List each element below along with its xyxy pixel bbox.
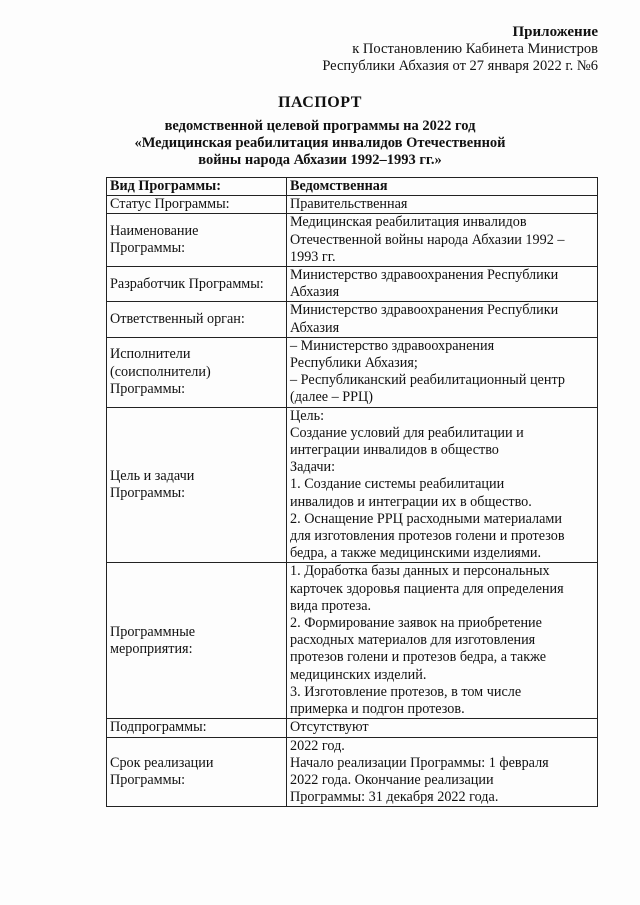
subtitle-line: ведомственной целевой программы на 2022 год <box>164 118 476 134</box>
row-value-line: вида протеза. <box>290 597 372 614</box>
row-value-line: Абхазия <box>290 319 340 336</box>
row-value-cell <box>287 302 598 337</box>
passport-title: ПАСПОРТ <box>278 94 362 111</box>
row-value-line: Абхазия <box>290 284 340 301</box>
row-value-line: 2. Оснащение РРЦ расходными материалами <box>290 510 563 527</box>
row-value-cell <box>287 214 598 267</box>
annex-block <box>322 24 598 75</box>
row-value-cell <box>287 407 598 563</box>
row-value-line: Программы: 31 декабря 2022 года. <box>290 789 499 806</box>
table-row <box>107 196 598 214</box>
table-row <box>107 407 598 563</box>
row-value-line: примерка и подгон протезов. <box>290 701 465 718</box>
row-value-line: 1993 гг. <box>290 248 336 265</box>
row-value-line: Отсутствуют <box>290 719 369 736</box>
row-value-line: инвалидов и интеграции их в общество. <box>290 493 532 510</box>
row-value-line: Отечественной войны народа Абхазии 1992 – <box>290 231 565 248</box>
row-label-line: Статус Программы: <box>110 196 230 213</box>
row-label-line: Программы: <box>110 485 186 502</box>
table-header-row <box>107 178 598 196</box>
row-label-line: Разработчик Программы: <box>110 275 264 292</box>
row-value-line: бедра, а также медицинскими изделиями. <box>290 545 542 562</box>
row-value-line: – Министерство здравоохранения <box>290 337 495 354</box>
row-value-line: для изготовления протезов голени и протезов <box>290 528 565 545</box>
table-row <box>107 737 598 807</box>
header-value-cell: Ведомственная <box>287 178 598 196</box>
row-value-line: Министерство здравоохранения Республики <box>290 302 559 319</box>
row-label-cell <box>107 214 287 267</box>
row-value-cell <box>287 563 598 719</box>
row-value-cell <box>287 267 598 302</box>
annex-line-1: к Постановлению Кабинета Министров <box>352 41 598 57</box>
row-label-line: Исполнители <box>110 346 191 363</box>
subtitle-line: войны народа Абхазии 1992–1993 гг.» <box>198 152 442 168</box>
table-row <box>107 267 598 302</box>
row-value-line: Задачи: <box>290 459 336 476</box>
row-value-line: Начало реализации Программы: 1 февраля <box>290 754 549 771</box>
row-label-cell <box>107 337 287 407</box>
program-subtitle <box>0 118 640 169</box>
row-label-line: мероприятия: <box>110 640 193 657</box>
row-value-line: (далее – РРЦ) <box>290 389 373 406</box>
row-label-line: Программы: <box>110 771 186 788</box>
row-value-line: Создание условий для реабилитации и <box>290 424 524 441</box>
row-value-line: протезов голени и протезов бедра, а также <box>290 649 547 666</box>
row-label-cell <box>107 407 287 563</box>
row-label-line: Наименование <box>110 223 199 239</box>
row-label-line: (соисполнители) <box>110 363 211 380</box>
row-value-line: Цель: <box>290 407 325 424</box>
annex-line-2: Республики Абхазия от 27 января 2022 г. №6 <box>322 58 598 74</box>
row-label-line: Ответственный орган: <box>110 311 245 328</box>
row-label-cell <box>107 719 287 737</box>
header-label-cell: Вид Программы: <box>107 178 287 196</box>
row-label-line: Цель и задачи <box>110 467 195 484</box>
row-value-cell <box>287 196 598 214</box>
row-label-line: Программные <box>110 623 196 640</box>
row-label-cell <box>107 267 287 302</box>
row-label-cell <box>107 737 287 807</box>
row-value-cell <box>287 719 598 737</box>
row-label-line: Программы: <box>110 240 186 257</box>
row-value-line: карточек здоровья пациента для определения <box>290 580 564 597</box>
row-label-cell <box>107 563 287 719</box>
table-row <box>107 214 598 267</box>
row-value-cell <box>287 737 598 807</box>
table-row <box>107 719 598 737</box>
row-label-line: Срок реализации <box>110 754 214 771</box>
row-value-line: 1. Создание системы реабилитации <box>290 476 505 493</box>
table-row <box>107 563 598 719</box>
annex-title: Приложение <box>512 24 598 40</box>
row-label-line: Подпрограммы: <box>110 719 207 736</box>
row-label-line: Программы: <box>110 380 186 397</box>
row-value-line: Министерство здравоохранения Республики <box>290 267 559 284</box>
row-value-line: расходных материалов для изготовления <box>290 632 536 649</box>
row-label-cell <box>107 302 287 337</box>
passport-table <box>106 177 598 807</box>
row-value-line: – Республиканский реабилитационный центр <box>290 372 565 389</box>
table-row <box>107 302 598 337</box>
row-value-line: Правительственная <box>290 196 408 213</box>
row-value-line: медицинских изделий. <box>290 666 427 683</box>
row-value-line: Республики Абхазия; <box>290 355 418 372</box>
table-row <box>107 337 598 407</box>
row-value-line: интеграции инвалидов в общество <box>290 442 499 459</box>
row-value-cell <box>287 337 598 407</box>
row-value-line: Медицинская реабилитация инвалидов <box>290 214 527 231</box>
row-value-line: 1. Доработка базы данных и персональных <box>290 563 550 580</box>
row-value-line: 2022 года. Окончание реализации <box>290 771 494 788</box>
subtitle-line: «Медицинская реабилитация инвалидов Отечественной <box>134 135 506 151</box>
row-label-cell <box>107 196 287 214</box>
row-value-line: 2. Формирование заявок на приобретение <box>290 615 542 632</box>
row-value-line: 3. Изготовление протезов, в том числе <box>290 683 522 700</box>
row-value-line: 2022 год. <box>290 737 345 754</box>
